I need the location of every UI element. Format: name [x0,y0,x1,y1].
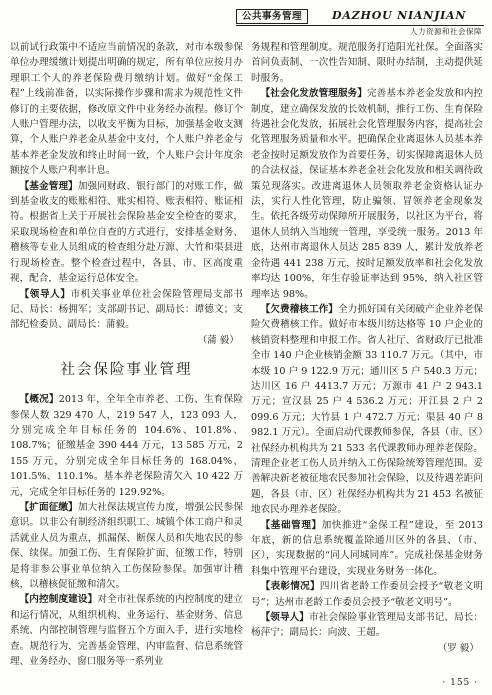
paragraph-text: 对全市社保系统的内控制度的建立和运行情况，从组织机构、业务运行、基金财务、信息系统、内部控制管理与监督五个方面入手，进行实地检查。规范行为，完善基金管理、内审监督、信息系统管理、业务经办、窗口服务等一系列业 [10,594,243,668]
internal-control-paragraph [10,592,243,669]
leaders-paragraph [251,610,483,641]
paragraph-text: 加大社保法规宣传力度，增强公民参保意识。以非公有制经济组织职工、城镇个体工商户和灵活就业人员为重点，抓漏保、断保人员和失地农民的参保、续保。加强工伤、生育保险扩面、征缴工作，特别是将非参公事业单位纳入工伤保险参保。加强审计稽核，以稽核促征缴和清欠。 [10,501,243,590]
intro-paragraph: 以前试行政策中不适应当前情况的条款，对市本级参保单位办理缓缴计划提出明确的规定，所有单位应按月办理职工个人的养老保险费月缴纳计划。做好“金保工程”上线前准备，以实际操作步骤和需求为规范性文件修订的主要依据，修改原文件中业务经办流程。修订个人账户管理办法，以收支平衡为目标，加强基金收支测算，个人账户养老金从基金中支付，个人账户养老金与基本养老金发放和终止时间一致，个人账户会计年度余额按个人账户利率计息。 [10,42,243,177]
paragraph-text: 全力抓好国有关闭破产企业养老保险欠费稽核工作。做好市本级川纺达格等 10 户企业的核销资料整理和申报工作。省人社厅、省财政厅已批准全市 140 户企业核销金额 33 110.7 万元。（其中，市本级 10 户 9 122.9 万元；通川区 5 户 540.3 万元；达川区 16 户 4413.7 万元；万源市 41 户 2 943.1 万元；宣汉县 25 户 4 536.2 万元；开江县 2 户 2 099.6 万元；大竹县 1 户 472.7 万元；渠县 40 户 8 982.1 万元）。全面启动代课教师参保，各县（市、区）社保经办机构共为 21 533 名代课教师办理养老保险。清理企业老工伤人员并纳入工伤保险统筹管理范围。妥善解决新老被征地农民参加社会保险，以及待遇差距问题，各县（市、区）社保经办机构共为 21 453 名被征地农民办理养老保险。 [251,303,483,516]
basic-management-paragraph [251,518,483,580]
yearbook-title: DAZHOU NIANJIAN [332,9,467,22]
paragraph-text: 加快推进“金保工程”建设，至 2013 年底，新的信息系统覆盖除通川区外的各县、（市、区），实现数据的“同人同城同库”。完成社保基金财务科集中管理平台建设，实现业务财务一体化。 [251,519,483,577]
section-label: 【欠费稽核工作】 [260,303,338,315]
paragraph-text: 完善基本养老金发放和内控制度，建立确保发放的长效机制，推行工伤、生育保险待遇社会化发放，拓展社会化管理服务内容，提高社会化管理服务质量和水平。把确保企业离退休人员基本养老金按时足额发放作为首要任务，切实保障离退休人员的合法权益，保证基本养老金社会化发放和相关调待政策兑现落实。改进离退休人员领取养老金资格认证办法，实行人性化管理，防止骗领、冒领养老金现象发生。依托各级劳动保障所开展服务，以社区为平台，将退休人员纳入当地统一管理，享受统一服务。2013 年底，达州市离退休人员达 285 839 人，累计发放养老金待遇 441 238 万元，按时足额发放率和社会化发放率均达 100%，年生存验证率达到 95%，纳入社区管理率达 98%。 [251,88,483,300]
left-column [10,40,243,675]
article-title: 社会保险事业管理 [60,362,193,379]
section-label: 【基础管理】 [260,519,322,531]
arrears-audit-paragraph [251,302,483,518]
section-label: 【表彰情况】 [260,581,320,593]
page-number: · 155 · [442,678,478,688]
section-label: 【领导人】 [260,612,309,624]
awards-paragraph [251,579,483,610]
section-label: 【领导人】 [19,288,71,300]
header-rule [236,25,484,26]
expansion-collection-paragraph [10,500,243,592]
paragraph-text: 市社会保险事业管理局支部书记、局长：杨萍宁；副局长：向波、王超。 [251,612,483,639]
leaders-paragraph [10,287,243,333]
paragraph-text: 加强同财政、银行部门的对账工作，做到基金收支的账账相符、账实相符、账表相符、账证相符。根据省上关于开展社会保险基金安全检查的要求，采取现场检查和单位自查的方式进行，安排基金财务、稽核等专业人员组成的检查组分赴万源、大竹和渠县进行现场检查。整个检查过程中，各县、市、区高度重视，配合，基金运行总体安全。 [10,180,243,285]
author-credit: （蒲 毅） [197,334,239,346]
fund-management-paragraph [10,179,243,287]
paragraph-text: 2013 年，全年全市养老、工伤、生育保险参保人数 329 470 人，219 547 人，123 093 人，分别完成全年目标任务的 104.6%、101.8%、108.7%；征缴基金 390 444 万元，13 585 万元，2 155 万元，分别完成全年目标任务的 168.04%、101.5%、110.1%。基本养老保险清欠入 10 422 万元，完成全年目标任务的 129.92%。 [10,394,243,498]
subsection-name: 人力资源和社会保障 [410,27,482,36]
author-credit: （罗 毅） [437,642,479,654]
section-label: 【基金管理】 [19,180,78,192]
paragraph-text: 市机关事业单位社会保险管理局支部书记、局长：杨拥军；支部副书记、副局长：谭德文；支部纪检委员、副局长：蒲毅。 [10,288,243,331]
section-name-box: 公共事务管理 [236,9,308,24]
running-header [236,8,484,38]
socialized-payment-paragraph [251,86,483,302]
paragraph-text: 四川省老龄工作委员会授予“敬老文明号”；达州市老龄工作委员会授予“敬老文明号”。 [251,581,483,608]
overview-paragraph [10,392,243,500]
section-label: 【扩面征缴】 [19,501,78,513]
continuation-paragraph: 务规程和管理制度。规范服务打造阳光社保。全面落实首问负责制、一次性告知制、限时办结制，主动提供延时服务。 [251,42,483,84]
right-column [251,40,483,675]
section-label: 【概况】 [19,394,59,406]
section-label: 【社会化发放管理服务】 [260,88,367,100]
section-label: 【内控制度建设】 [19,594,98,606]
